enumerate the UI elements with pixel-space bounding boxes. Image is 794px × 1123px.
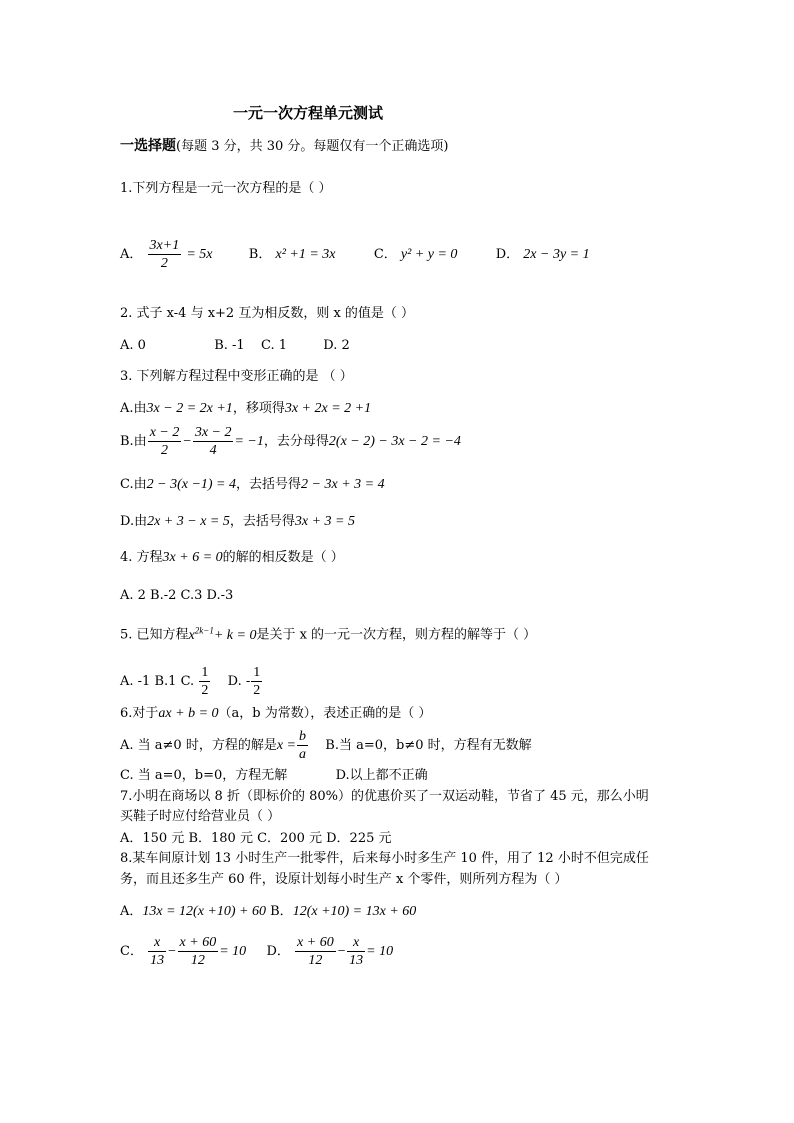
q6-option-a-eq: x =: [276, 738, 297, 753]
q8-d-denominator-2: 13: [349, 953, 364, 968]
q3-b-rhs: = −1: [234, 434, 264, 449]
q3-d-prefix: D.由: [120, 514, 148, 529]
q4-stem: [120, 549, 344, 567]
q5-option-d-label: D.: [227, 674, 242, 689]
q3-a-math1: 3x − 2 = 2x +1: [146, 401, 233, 416]
q8-c-fraction-1: [148, 934, 166, 969]
q8-d-fraction-1: [295, 934, 336, 969]
q3-b-numerator-1: x − 2: [149, 425, 180, 440]
q2-option-b: B. -1: [214, 338, 245, 353]
q8-c-denominator-2: 12: [190, 953, 205, 968]
q5-d-numerator: 1: [253, 665, 261, 680]
q6-option-a-text: A. 当 a≠0 时，方程的解是: [120, 738, 277, 753]
q3-b-numerator-2: 3x − 2: [194, 425, 232, 440]
q6-stem: [120, 705, 431, 723]
q3-c-math2: 2 − 3x + 3 = 4: [301, 477, 385, 492]
q6-option-a-fraction: [297, 728, 308, 763]
q8-d-fraction-2: [347, 934, 365, 969]
q3-option-d: [120, 513, 355, 531]
q3-d-mid: ，去括号得: [229, 514, 295, 529]
q4-math: 3x + 6 = 0: [162, 550, 223, 565]
q5-option-b: B.1: [154, 674, 177, 689]
q5-c-numerator: 1: [201, 665, 209, 680]
section-note: (每题 3 分，共 30 分。每题仅有一个正确选项): [176, 139, 449, 154]
q5-prefix: 5. 已知方程: [120, 627, 189, 643]
q6-suffix: （a，b 为常数），表述正确的是（ ）: [218, 706, 432, 721]
q5-option-a: A. -1: [120, 674, 151, 689]
q5-stem: [120, 621, 536, 645]
q8-c-numerator-2: x + 60: [179, 935, 217, 950]
q1-a-numerator: 3x+1: [149, 238, 180, 253]
q1-options: [120, 237, 590, 272]
q6-a-numerator: b: [299, 729, 307, 744]
q8-line-2: 务，而且还多生产 60 件，设原计划每小时生产 x 个零件，则所列方程为（ ）: [120, 872, 568, 887]
q3-b-fraction-2: [193, 424, 234, 459]
q3-b-denominator-1: 2: [161, 443, 169, 458]
q5-suffix: 是关于 x 的一元一次方程，则方程的解等于（ ）: [256, 627, 537, 643]
q8-options-ab: [120, 903, 416, 921]
q8-c-rhs: = 10: [219, 944, 247, 959]
q3-d-math1: 2x + 3 − x = 5: [147, 514, 230, 529]
q8-a-math: 13x = 12(x +10) + 60: [142, 904, 266, 919]
q5-option-c-label: C.: [180, 674, 195, 689]
q6-prefix: 6.对于: [120, 706, 159, 721]
q1-stem: 1.下列方程是一元一次方程的是（ ）: [120, 181, 332, 196]
q5-option-d-fraction: [251, 664, 262, 699]
q8-c-minus: −: [167, 944, 177, 959]
q8-d-numerator-2: x: [347, 934, 365, 952]
q5-math-base: x: [188, 627, 195, 643]
q1-b-label: B．: [248, 247, 272, 262]
q8-c-fraction-2: [178, 934, 219, 969]
q4-prefix: 4. 方程: [120, 550, 163, 565]
section-label: 一选择题: [120, 138, 176, 154]
q3-c-prefix: C.由: [120, 477, 147, 492]
q8-line-1: 8.某车间原计划 13 小时生产一批零件，后来每小时多生产 10 件，用了 12 小时不但完成任: [120, 851, 649, 866]
q7-options: A．150 元 B．180 元 C．200 元 D．225 元: [120, 831, 392, 846]
q2-option-a: A. 0: [120, 338, 146, 353]
q1-a-rest: = 5x: [186, 247, 213, 262]
q2-option-d: D. 2: [323, 338, 350, 353]
q5-option-d-sign: -: [245, 674, 251, 689]
q5-option-c-fraction: [199, 664, 210, 699]
q3-option-c: [120, 476, 385, 494]
q5-math-rest: + k = 0: [213, 627, 257, 643]
q8-d-minus: −: [336, 944, 347, 959]
q3-b-minus: −: [182, 434, 192, 449]
q3-d-math2: 3x + 3 = 5: [294, 514, 355, 529]
q8-d-numerator-1: x + 60: [297, 935, 334, 950]
q6-row-ab: [120, 728, 532, 763]
q2-stem: 2. 式子 x-4 与 x+2 互为相反数，则 x 的值是（ ）: [120, 306, 415, 321]
q3-b-math2: 2(x − 2) − 3x − 2 = −4: [328, 434, 461, 449]
q3-b-fraction-1: [148, 424, 182, 459]
q3-option-b: [120, 424, 461, 459]
q3-c-math1: 2 − 3(x −1) = 4: [146, 477, 237, 492]
q3-b-prefix: B.由: [120, 434, 147, 449]
q8-d-rhs: = 10: [366, 944, 394, 959]
q6-math: ax + b = 0: [158, 706, 219, 721]
q8-d-denominator-1: 12: [308, 953, 323, 968]
q6-option-b-text: B.当 a=0，b≠0 时，方程有无数解: [325, 738, 532, 753]
q5-math: [188, 625, 257, 643]
q1-d-label: D．: [495, 247, 520, 262]
q8-c-denominator-1: 13: [150, 953, 165, 968]
q8-d-label: D．: [266, 944, 290, 959]
section-heading: [120, 137, 449, 156]
q3-b-denominator-2: 4: [209, 443, 217, 458]
q8-options-cd: [120, 934, 393, 969]
q5-math-exponent: 2k−1: [194, 625, 214, 635]
q6-row-cd: [120, 767, 428, 785]
q1-d-math: 2x − 3y = 1: [523, 247, 590, 262]
q3-c-mid: ，去括号得: [236, 477, 302, 492]
q1-a-label: A．: [120, 247, 143, 262]
page-title: 一元一次方程单元测试: [233, 104, 384, 122]
q8-c-label: C．: [120, 944, 143, 959]
q6-a-denominator: a: [299, 747, 307, 762]
q5-c-denominator: 2: [201, 683, 209, 698]
q3-option-a: [120, 400, 371, 418]
q1-b-math: x² +1 = 3x: [275, 247, 336, 262]
q5-options: [120, 664, 263, 699]
q8-c-numerator-1: x: [148, 934, 166, 952]
q8-b-math: 12(x +10) = 13x + 60: [292, 904, 417, 919]
q5-d-denominator: 2: [253, 683, 261, 698]
q4-suffix: 的解的相反数是（ ）: [222, 550, 344, 565]
q3-a-mid: ，移项得: [232, 401, 285, 416]
q1-c-label: C．: [373, 247, 397, 262]
q6-option-c-text: C. 当 a=0，b=0，方程无解: [120, 768, 288, 783]
q3-a-prefix: A.由: [120, 401, 147, 416]
q4-options: A. 2 B.-2 C.3 D.-3: [120, 588, 234, 603]
q8-b-label: B．: [270, 904, 293, 919]
q7-line-2: 买鞋子时应付给营业员（ ）: [120, 809, 281, 824]
q3-a-math2: 3x + 2x = 2 +1: [284, 401, 372, 416]
q3-stem: 3. 下列解方程过程中变形正确的是 （ ）: [120, 369, 353, 384]
q1-a-denominator: 2: [160, 256, 168, 271]
q1-a-fraction: [148, 237, 182, 272]
q2-option-c: C. 1: [260, 338, 288, 353]
q1-c-math: y² + y = 0: [400, 247, 458, 262]
q6-option-d-text: D.以上都不正确: [335, 768, 428, 783]
q8-a-label: A．: [120, 904, 143, 919]
q3-b-mid: ，去分母得: [263, 434, 329, 449]
q7-line-1: 7.小明在商场以 8 折（即标价的 80%）的优惠价买了一双运动鞋，节省了 45 元，那么小明: [120, 789, 649, 804]
q2-options: [120, 337, 350, 355]
